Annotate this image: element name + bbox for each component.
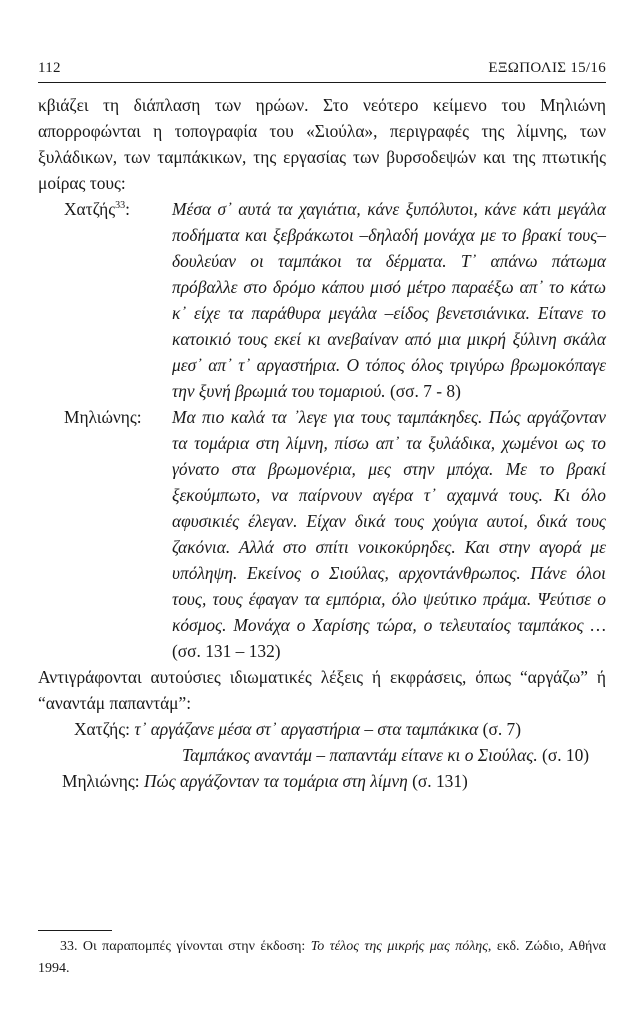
quote-text: Πώς αργάζονταν τα τομάρια στη λίμνη (σ. 131) [143,771,468,791]
page-reference: (σσ. 7 - 8) [389,381,461,401]
footnote-book-title: Το τέλος της μικρής μας πόλης [310,939,488,954]
intro-paragraph: κβιάζει τη διάπλαση των ηρώων. Στο νεότερο κείμενο του Μηλιώνη απορροφώνται η τοπογραφία του «Σιούλα», περιγραφές της λίμνης, των ξυλάδικων, των ταμπάκικων, της εργασίας των βυρσοδεψών και της πτωτικής μοίρας τους: [38,95,606,193]
header-rule [38,82,606,83]
footnote-marker: 33 [115,200,126,212]
speaker-label: Χατζής$^{33}$: [64,199,131,219]
body-text [38,92,606,794]
speaker-label: Μηλιώνης: [62,771,144,791]
footnote-publisher: , εκδ. Ζώδιο, Αθήνα 1994. [38,939,607,976]
running-header [38,60,606,82]
quote-text: Μέσα σ᾽ αυτά τα χαγιάτια, κάνε ξυπόλυτοι, κάνε κάτι μεγάλα ποδήματα και ξεβράκωτοι –δηλαδή μονάχα με το βρακί τους– δουλεύαν οι ταμπάκοι τα δέρματα. Τ᾽ απάνω πάτωμα πρόβαλλε στο δρόμο κάπου μισό μέτρο παραέξω απ᾽ το κάτω κ᾽ είχε τα παράθυρα μεγάλα –είδος βενετσιάνικα. Είτανε το κατοικιό τους εκεί κι ανεβαίναν από μια μικρή ξύλινη σκάλα μεσ᾽ απ᾽ τ᾽ αργαστήρια. Ο τόπος όλος τριγύρω βρωμοκόπαγε την ξυνή βρωμιά του τομαριού. (σσ. 7 - 8) [172,199,606,401]
quote-text: Μα πιο καλά τα ᾽λεγε για τους ταμπάκηδες. Πώς αργάζονταν τα τομάρια στη λίμνη, πίσω απ᾽ τα ξυλάδικα, χωμένοι ως το γόνατο στα βρωμονέρια, μες στην μπόχα. Με το βρακί ξεκούμπωτο, να παίρνουν αγέρα τ᾽ αχαμνά τους. Κι όλο αφυσικιές έλεγαν. Είχαν δικά τους χούγια αυτοί, δικά τους ζακόνια. Αλλά στο σπίτι νοικοκύρηδες. Και στην αγορά με υπόληψη. Εκείνος ο Σιούλας, αρχοντάνθρωπος. Πάνε όλοι τους, τους έφαγαν τα εμπόρια, όλο ψεύτικο πράμα. Ψεύτισε ο κόσμος. Μονάχα ο Χαρίσης τώρα, ο τελευταίος ταμπάκος … (σσ. 131 – 132) [172,407,606,661]
quote-hatzis-2-continued: Ταμπάκος αναντάμ – παπαντάμ είτανε κι ο Σιούλας. (σ. 10) [182,745,590,765]
page-number: 112 [38,60,61,76]
footnote-rule [38,930,112,931]
quote-hatzis-2 [38,716,606,742]
quote-milionis-2 [38,768,606,794]
footnote-lead: Οι παραπομπές γίνονται στην έκδοση: [82,939,306,954]
quote-milionis-1 [38,404,606,664]
middle-paragraph: Αντιγράφονται αυτούσιες ιδιωματικές λέξεις ή εκφράσεις, όπως “αργάζω” ή “αναντάμ παπαντάμ”: [38,667,606,713]
page-reference: (σσ. 131 – 132) [172,641,281,661]
speaker-label: Χατζής: [74,719,135,739]
quote-text: τ᾽ αργάζανε μέσα στ᾽ αργαστήρια – στα ταμπάκικα (σ. 7) [134,719,522,739]
journal-title: ΕΞΩΠΟΛΙΣ 15/16 [488,60,606,76]
speaker-label: Μηλιώνης: [64,407,142,427]
page-reference: (σ. 10) [542,745,590,765]
page-reference: (σ. 7) [482,719,522,739]
footnote [38,936,606,980]
quote-hatzis-1 [38,196,606,404]
footnote-number: 33. [60,939,78,954]
page-reference: (σ. 131) [412,771,468,791]
